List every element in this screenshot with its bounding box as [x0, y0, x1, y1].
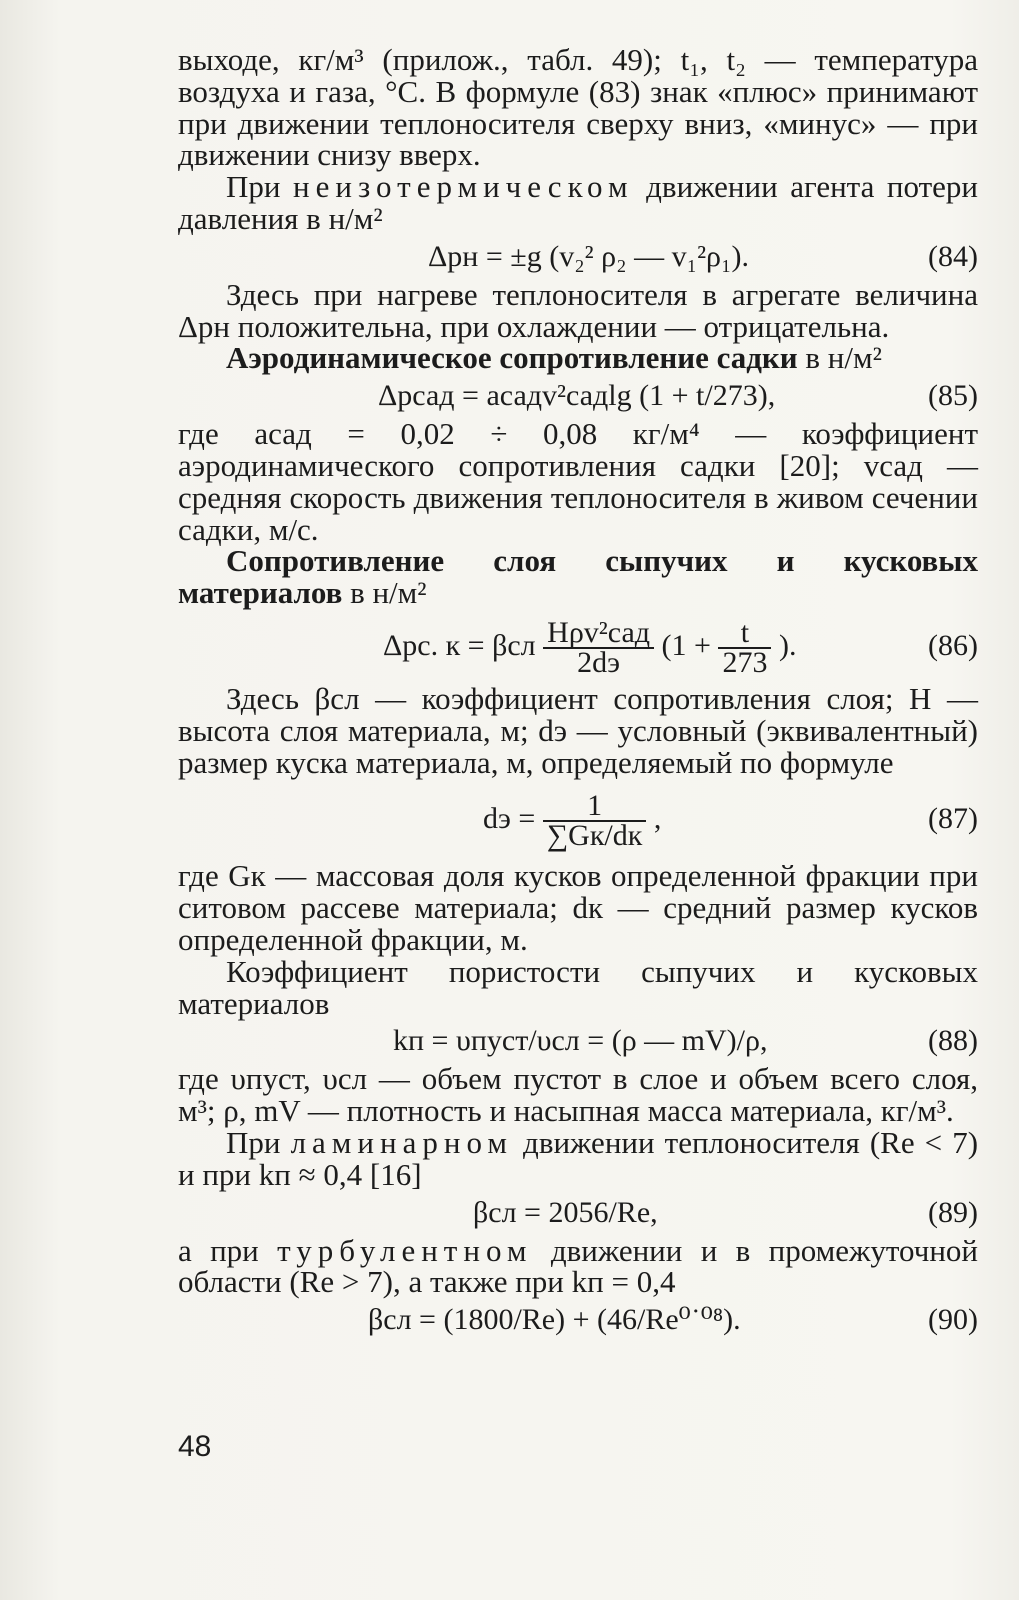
equation-86-formula [383, 609, 796, 683]
paragraph-9: Коэффициент пористости сыпучих и кусковых материалов [178, 953, 978, 1021]
eq87-fraction [543, 789, 647, 853]
equation-87-formula [483, 778, 661, 860]
paragraph-2 [178, 171, 978, 235]
p11-start: При [226, 1124, 281, 1160]
equation-89-number: (89) [928, 1195, 978, 1229]
eq86-denominator: 2dэ [577, 646, 621, 680]
equation-87-number: (87) [928, 802, 978, 836]
paragraph-5: где aсад = 0,02 ÷ 0,08 кг/м⁴ — коэффициент аэродинамического сопротивления садки [20]; vсад — средняя скорость движения теплоносителя в живом сечении садки, м/с. [178, 416, 978, 547]
eq86-t: t [718, 619, 771, 649]
p6-heading: Сопротивление слоя сыпучих и кусковых материалов [178, 543, 978, 611]
p2-start: При [226, 169, 281, 205]
paragraph-1: выходе, кг/м³ (прилож., табл. 49); t₁, t₂ — температура воздуха и газа, °С. В формуле (83) знак «плюс» принимают при движении теплоносителя сверху вниз, «минус» — при движении снизу вверх. [178, 42, 978, 173]
equation-90-formula: βсл = (1800/Re) + (46/Re⁰˙⁰⁸). [368, 1303, 741, 1337]
paragraph-7: Здесь βсл — коэффициент сопротивления слоя; H — высота слоя материала, м; dэ — условный (эквивалентный) размер куска материала, м, определяемый по формуле [178, 680, 978, 780]
p2-end: движении агента потери давления в н/м² [178, 169, 978, 236]
equation-88-number: (88) [928, 1024, 978, 1058]
page-number: 48 [178, 1430, 212, 1463]
equation-85-number: (85) [928, 379, 978, 413]
paragraph-8: где Gк — массовая доля кусков определенной фракции при ситовом рассеве материала; dк — средний размер кусков определенной фракции, м. [178, 858, 978, 957]
equation-90 [178, 1298, 978, 1342]
eq86-273: 273 [722, 646, 768, 680]
paragraph-3: Здесь при нагреве теплоносителя в агрегате величина Δpн положительна, при охлаждении — отрицательна. [178, 276, 978, 344]
equation-84 [178, 235, 978, 279]
paragraph-4 [178, 342, 978, 374]
equation-87 [178, 778, 978, 860]
p11-emphasis: ламинарном [290, 1124, 513, 1160]
p12-emphasis: турбулентном [277, 1232, 533, 1268]
equation-84-formula: Δpн = ±g (v₂² ρ₂ — v₁²ρ₁). [428, 239, 749, 273]
eq87-numerator: 1 [543, 792, 647, 822]
p12-start: а при [178, 1232, 259, 1268]
equation-86 [178, 609, 978, 683]
paragraph-6 [178, 545, 978, 609]
eq86-lhs: Δpс. к = βсл [383, 628, 536, 662]
paragraph-11 [178, 1124, 979, 1192]
equation-85-formula: Δpсад = aсадv²садlg (1 + t/273), [378, 379, 776, 413]
eq86-small-fraction [718, 616, 771, 680]
equation-89 [178, 1191, 978, 1235]
paragraph-10: где υпуст, υсл — объем пустот в слое и объем всего слоя, м³; ρ, mV — плотность и насыпная масса материала, кг/м³. [178, 1061, 978, 1129]
p4-heading: Аэродинамическое сопротивление садки [226, 340, 798, 376]
equation-89-formula: βсл = 2056/Re, [473, 1195, 658, 1229]
equation-88 [178, 1019, 978, 1063]
eq87-lhs: dэ = [483, 802, 536, 836]
equation-85 [178, 374, 978, 418]
equation-84-number: (84) [928, 239, 978, 273]
equation-90-number: (90) [928, 1303, 978, 1337]
eq87-comma: , [653, 802, 662, 836]
page-body [178, 44, 978, 1342]
p6-units: в н/м² [350, 575, 427, 611]
p11-end: движении теплоносителя (Re < 7) и при kп ≈ 0,4 [16] [178, 1124, 979, 1192]
equation-86-number: (86) [928, 628, 978, 662]
eq86-paren-close: ). [778, 628, 797, 662]
equation-88-formula: kп = υпуст/υсл = (ρ — mV)/ρ, [393, 1024, 768, 1058]
p12-end: движении и в промежуточной области (Re > 7), а также при kп = 0,4 [178, 1232, 979, 1300]
eq87-denominator: ∑Gк/dк [546, 819, 643, 853]
p4-units: в н/м² [805, 340, 882, 376]
eq86-paren-open: (1 + [661, 628, 711, 662]
paragraph-12 [178, 1232, 979, 1300]
eq86-fraction [543, 616, 654, 680]
eq86-numerator: Hρv²сад [543, 619, 654, 649]
p2-emphasis: неизотермическом [293, 169, 634, 205]
